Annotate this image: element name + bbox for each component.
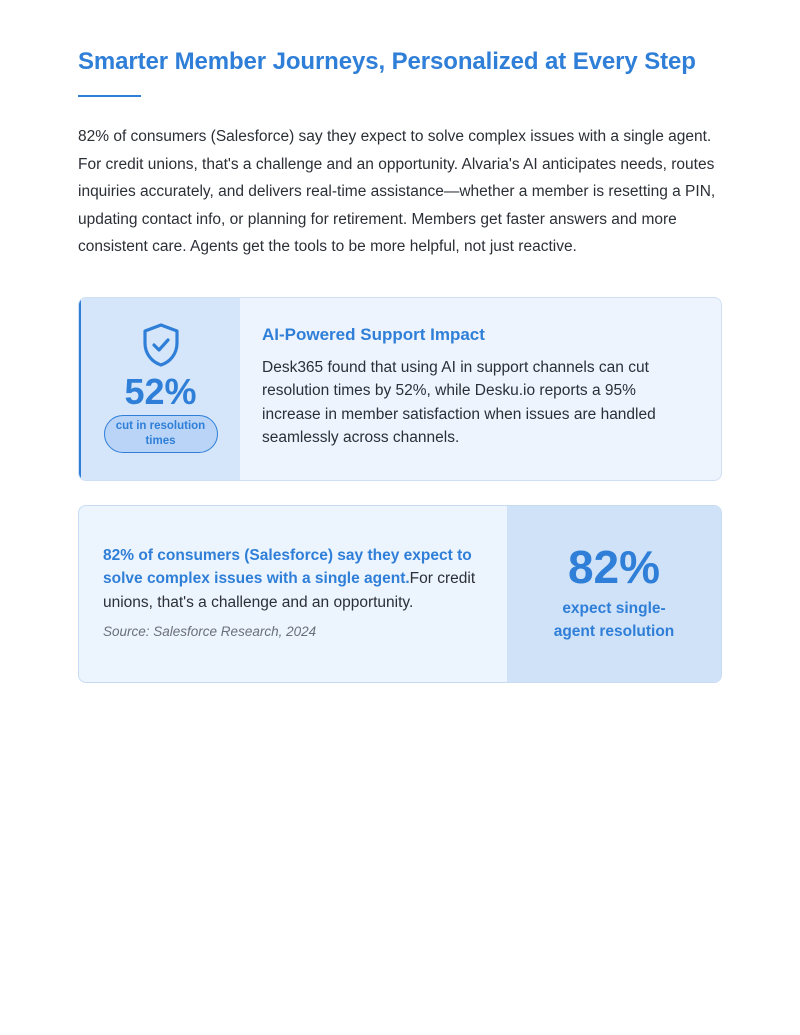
quote-content xyxy=(79,506,507,682)
impact-stat-value: 52% xyxy=(124,370,197,412)
quote-text xyxy=(103,544,477,615)
document-page xyxy=(78,46,722,683)
quote-rest: For credit unions, that's a challenge and an opportunity. xyxy=(103,570,476,611)
impact-stat-label: cut in resolution times xyxy=(104,415,218,453)
impact-body: Desk365 found that using AI in support channels can cut resolution times by 52%, while Desku.io reports a 95% increase in member satisfaction when issues are handled seamlessly across channels. xyxy=(262,358,656,446)
title-underline xyxy=(78,95,141,97)
quote-stat-value: 82% xyxy=(567,540,661,593)
page-title: Smarter Member Journeys, Personalized at Every Step xyxy=(78,48,696,75)
impact-stat-panel xyxy=(79,298,240,480)
impact-content xyxy=(240,298,721,480)
impact-heading: AI-Powered Support Impact xyxy=(262,324,485,344)
quote-card xyxy=(78,505,722,683)
shield-check-icon xyxy=(141,322,181,368)
impact-card xyxy=(78,297,722,481)
quote-stat-panel xyxy=(507,506,721,682)
quote-stat-label: expect single-agent resolution xyxy=(553,599,675,640)
quote-source: Source: Salesforce Research, 2024 xyxy=(103,624,317,639)
intro-paragraph: 82% of consumers (Salesforce) say they expect to solve complex issues with a single agent. For credit unions, that's a challenge and an opportunity. Alvaria's AI anticipates needs, routes inquiries accurately, and delivers real-time assistance—whether a member is resetting a PIN, updating contact info, or planning for retirement. Members get faster answers and more consistent care. Agents get the tools to be more helpful, not just reactive. xyxy=(78,128,716,255)
quote-highlight: 82% of consumers (Salesforce) say they expect to solve complex issues with a single agent. xyxy=(103,546,472,587)
